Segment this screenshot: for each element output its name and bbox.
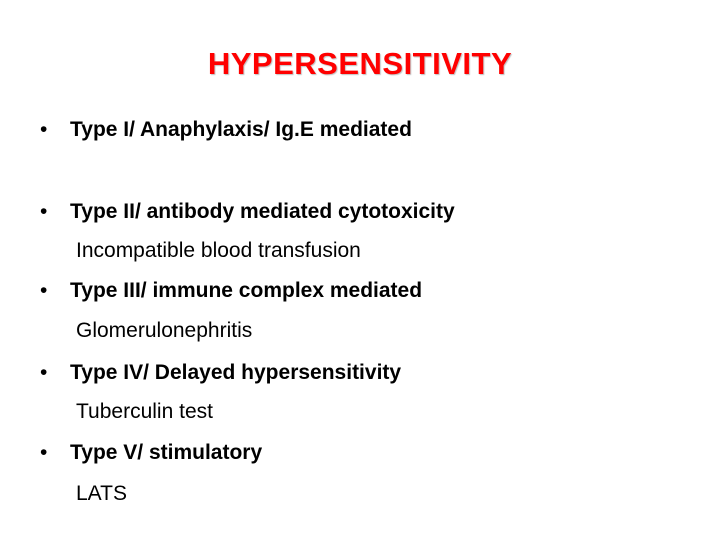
example-type-2: Incompatible blood transfusion bbox=[76, 239, 361, 262]
bullet-icon: • bbox=[40, 200, 48, 223]
example-type-3: Glomerulonephritis bbox=[76, 319, 253, 342]
bullet-item-type-4 bbox=[40, 360, 401, 386]
bullet-text: Type IV/ Delayed hypersensitivity bbox=[70, 361, 402, 384]
bullet-item-type-1 bbox=[40, 117, 412, 143]
example-type-5: LATS bbox=[76, 482, 127, 505]
bullet-text: Type V/ stimulatory bbox=[70, 441, 263, 464]
bullet-icon: • bbox=[40, 118, 48, 141]
slide-title: HYPERSENSITIVITY bbox=[207, 46, 513, 81]
bullet-icon: • bbox=[40, 441, 48, 464]
bullet-icon: • bbox=[40, 279, 48, 302]
bullet-text: Type I/ Anaphylaxis/ Ig.E mediated bbox=[70, 118, 412, 141]
example-type-4: Tuberculin test bbox=[76, 400, 213, 423]
bullet-text: Type III/ immune complex mediated bbox=[70, 279, 423, 302]
bullet-item-type-5 bbox=[40, 440, 262, 466]
bullet-text: Type II/ antibody mediated cytotoxicity bbox=[70, 200, 455, 223]
bullet-item-type-2 bbox=[40, 199, 455, 225]
bullet-icon: • bbox=[40, 361, 48, 384]
bullet-item-type-3 bbox=[40, 278, 422, 304]
